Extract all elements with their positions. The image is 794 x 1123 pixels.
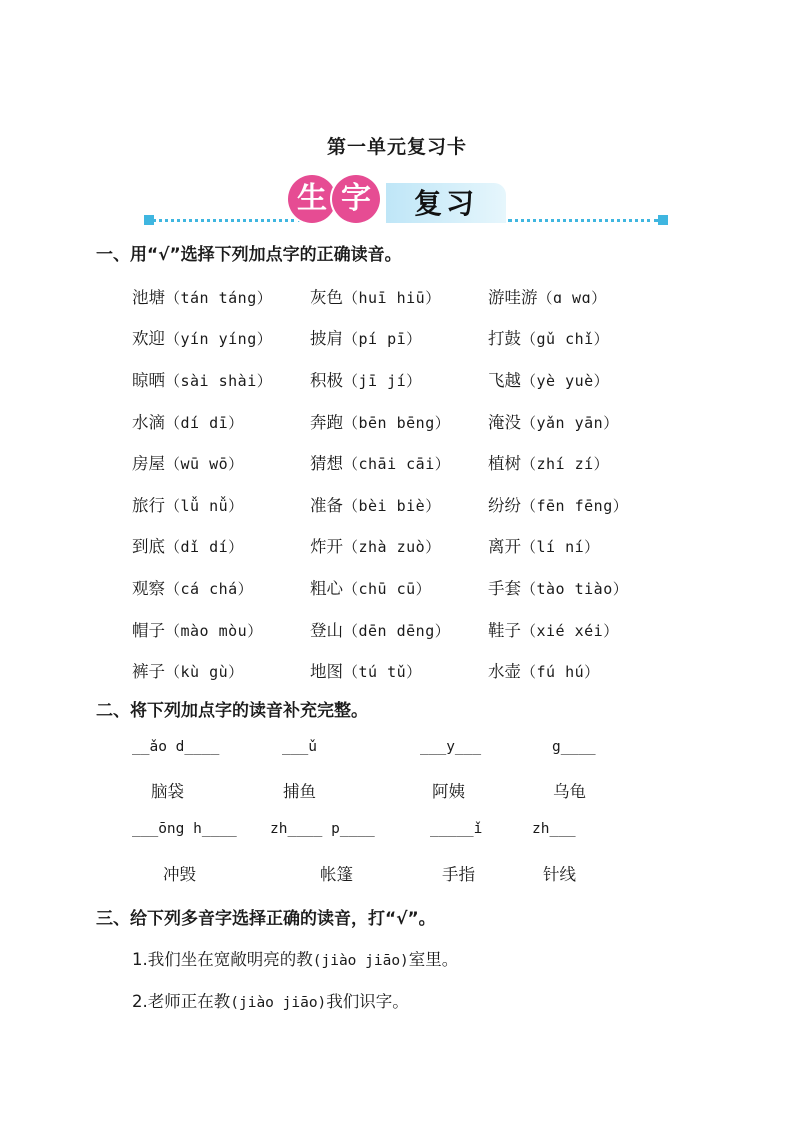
grid-cell: [488, 658, 666, 682]
cell-pinyin-options: （jī jí）: [343, 371, 422, 390]
grid-cell: [488, 450, 666, 474]
word-row-2: [0, 861, 794, 885]
cell-pinyin-options: （pí pī）: [343, 330, 422, 349]
cell-word: 晾晒: [132, 370, 165, 390]
cell-word: 积极: [310, 370, 343, 390]
cell-word: 欢迎: [132, 329, 165, 349]
cell-pinyin-options: （tán táng）: [165, 288, 273, 307]
cell-pinyin-options: （huī hiū）: [343, 288, 441, 307]
cell-pinyin-options: （sài shài）: [165, 371, 273, 390]
cell-word: 游哇游: [488, 287, 538, 307]
section3-heading: 三、给下列多音字选择正确的读音，打“√”。: [96, 909, 436, 929]
cell-pinyin-options: （xié xéi）: [521, 621, 619, 640]
cell-pinyin-options: （lí ní）: [521, 538, 600, 557]
cell-pinyin-options: （dí dī）: [165, 413, 244, 432]
grid-cell: [310, 658, 488, 682]
cell-pinyin-options: （yín yíng）: [165, 330, 273, 349]
cell-pinyin-options: （yǎn yān）: [521, 413, 619, 432]
grid-cell: [488, 367, 666, 391]
cell-pinyin-options: （chāi cāi）: [343, 455, 451, 474]
pinyin-choice-grid: [132, 275, 692, 691]
grid-cell: [488, 325, 666, 349]
cell-pinyin-options: （dǐ dí）: [165, 538, 244, 557]
cell-pinyin-options: （wū wō）: [165, 455, 244, 474]
cell-word: 植树: [488, 454, 521, 474]
grid-cell: [132, 575, 310, 599]
banner-dotted-line-right: [508, 219, 658, 222]
cell-pinyin-options: （ɑ wɑ）: [537, 288, 607, 307]
grid-row: [132, 400, 692, 442]
cell-pinyin-options: （fēn fēng）: [521, 496, 629, 515]
fill-blank: ___y___: [420, 739, 482, 755]
cell-pinyin-options: （zhí zí）: [521, 455, 610, 474]
fill-word: 帐篷: [320, 865, 353, 884]
grid-cell: [132, 284, 310, 308]
banner-tag-review: 复习: [386, 183, 506, 223]
fill-word: 针线: [543, 865, 576, 884]
fill-blank-row-2: [0, 821, 794, 845]
cell-word: 手套: [488, 578, 521, 598]
section1-heading: 一、用“√”选择下列加点字的正确读音。: [96, 245, 402, 265]
grid-cell: [132, 409, 310, 433]
cell-word: 帽子: [132, 620, 165, 640]
grid-cell: [310, 617, 488, 641]
cell-word: 炸开: [310, 537, 343, 557]
cell-word: 淹没: [488, 412, 521, 432]
grid-cell: [488, 575, 666, 599]
cell-word: 登山: [310, 620, 343, 640]
cell-word: 观察: [132, 578, 165, 598]
grid-cell: [310, 409, 488, 433]
fill-word: 冲毁: [163, 865, 196, 884]
sentence-text: 室里。: [408, 950, 459, 969]
fill-blank-row-1: [0, 739, 794, 763]
cell-pinyin-options: （bēn bēng）: [343, 413, 451, 432]
sentence-pinyin-options: (jiào jiāo): [312, 953, 409, 969]
grid-row: [132, 649, 692, 691]
cell-word: 旅行: [132, 495, 165, 515]
cell-word: 纷纷: [488, 495, 521, 515]
grid-row: [132, 317, 692, 359]
grid-cell: [310, 533, 488, 557]
grid-row: [132, 441, 692, 483]
cell-pinyin-options: （gǔ chǐ）: [521, 330, 610, 349]
sentence-text: 1.我们坐在宽敞明亮的教: [132, 950, 313, 969]
sentence-pinyin-options: (jiào jiāo): [230, 995, 327, 1011]
grid-cell: [310, 575, 488, 599]
grid-cell: [488, 533, 666, 557]
cell-pinyin-options: （dēn dēng）: [343, 621, 451, 640]
fill-blank: ___ōng h____: [132, 821, 237, 837]
fill-word: 手指: [442, 865, 475, 884]
grid-cell: [132, 367, 310, 391]
grid-cell: [310, 492, 488, 516]
cell-word: 飞越: [488, 370, 521, 390]
grid-cell: [132, 658, 310, 682]
cell-word: 裤子: [132, 662, 165, 682]
fill-word: 捕鱼: [283, 782, 316, 801]
cell-word: 到底: [132, 537, 165, 557]
grid-cell: [132, 533, 310, 557]
grid-cell: [488, 409, 666, 433]
cell-word: 池塘: [132, 287, 165, 307]
sentence-text: 2.老师正在教: [132, 992, 231, 1011]
grid-row: [132, 608, 692, 650]
cell-word: 房屋: [132, 454, 165, 474]
cell-pinyin-options: （tú tǔ）: [343, 663, 422, 682]
cell-pinyin-options: （yè yuè）: [521, 371, 610, 390]
grid-cell: [132, 492, 310, 516]
fill-word: 脑袋: [151, 782, 184, 801]
cell-word: 粗心: [310, 578, 343, 598]
fill-word: 阿姨: [432, 782, 465, 801]
cell-pinyin-options: （cá chá）: [165, 579, 254, 598]
banner-circle-zi: 字: [332, 175, 380, 223]
grid-row: [132, 483, 692, 525]
grid-row: [132, 358, 692, 400]
page-title: 第一单元复习卡: [326, 136, 467, 158]
banner: [140, 172, 670, 230]
cell-word: 水滴: [132, 412, 165, 432]
sentence-text: 我们识字。: [326, 992, 409, 1011]
cell-pinyin-options: （chū cū）: [343, 579, 432, 598]
cell-word: 准备: [310, 495, 343, 515]
grid-cell: [310, 450, 488, 474]
cell-word: 猜想: [310, 454, 343, 474]
cell-word: 灰色: [310, 287, 343, 307]
banner-circle-sheng: 生: [288, 175, 336, 223]
cell-pinyin-options: （lǚ nǚ）: [165, 496, 244, 515]
fill-blank: _____ǐ: [430, 821, 483, 837]
cell-word: 水壶: [488, 662, 521, 682]
fill-blank: zh___: [532, 821, 576, 837]
fill-blank: zh____ p____: [270, 821, 375, 837]
word-row-1: [0, 778, 794, 802]
grid-row: [132, 525, 692, 567]
cell-word: 地图: [310, 662, 343, 682]
grid-cell: [488, 284, 666, 308]
cell-word: 鞋子: [488, 620, 521, 640]
sentence-2: [132, 988, 409, 1012]
cell-word: 奔跑: [310, 412, 343, 432]
sentence-1: [132, 946, 458, 970]
grid-cell: [132, 617, 310, 641]
grid-row: [132, 566, 692, 608]
cell-pinyin-options: （kù gù）: [165, 663, 244, 682]
grid-cell: [310, 367, 488, 391]
cell-pinyin-options: （zhà zuò）: [343, 538, 441, 557]
grid-cell: [310, 284, 488, 308]
banner-square-left: [144, 215, 154, 225]
cell-pinyin-options: （bèi biè）: [343, 496, 441, 515]
cell-word: 打鼓: [488, 329, 521, 349]
grid-cell: [132, 325, 310, 349]
section2-heading: 二、将下列加点字的读音补充完整。: [96, 701, 368, 721]
cell-word: 披肩: [310, 329, 343, 349]
cell-pinyin-options: （tào tiào）: [521, 579, 629, 598]
grid-cell: [310, 325, 488, 349]
grid-cell: [132, 450, 310, 474]
grid-row: [132, 275, 692, 317]
fill-word: 乌龟: [553, 782, 586, 801]
grid-cell: [488, 617, 666, 641]
cell-pinyin-options: （fú hú）: [521, 663, 600, 682]
fill-blank: g____: [552, 739, 596, 755]
cell-pinyin-options: （mào mòu）: [165, 621, 263, 640]
grid-cell: [488, 492, 666, 516]
banner-dotted-line-left: [152, 219, 302, 222]
banner-square-right: [658, 215, 668, 225]
cell-word: 离开: [488, 537, 521, 557]
fill-blank: ___ǔ: [282, 739, 317, 755]
fill-blank: __ǎo d____: [132, 739, 220, 755]
